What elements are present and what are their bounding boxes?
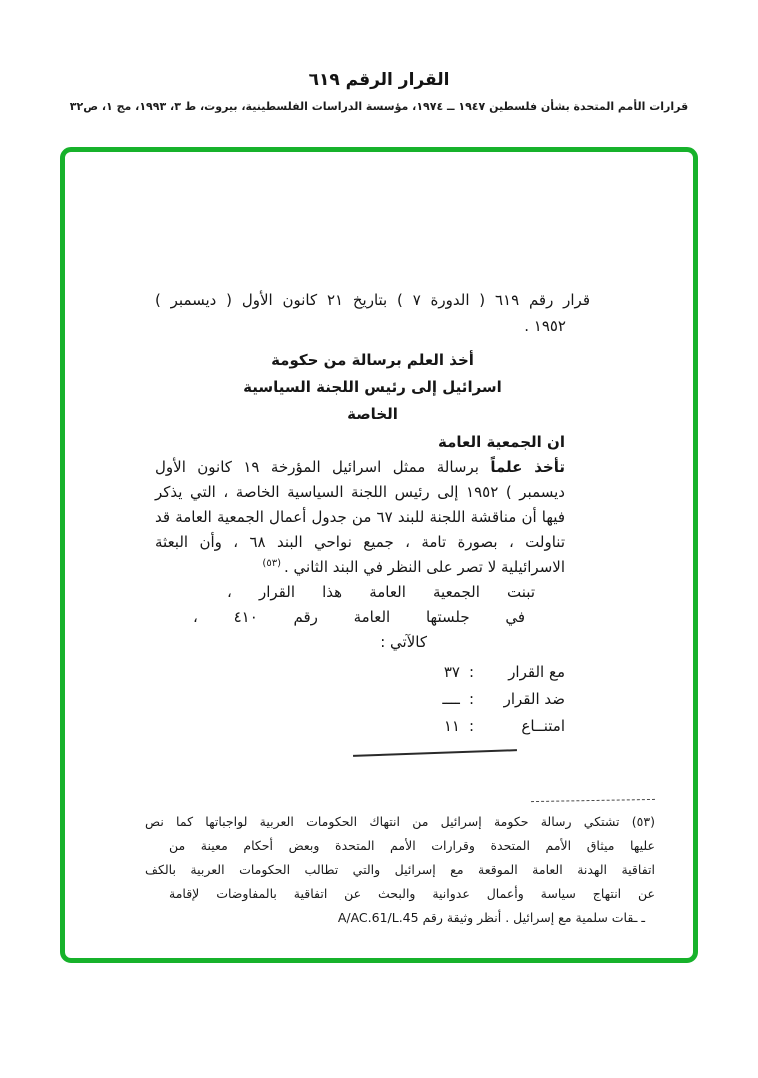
adoption-line-2: في جلستها العامة رقم ٤١٠ ،: [193, 608, 525, 626]
heading-line-1: أخذ العلم برسالة من حكومة: [271, 351, 474, 369]
intro-line-2: ١٩٥٢ .: [524, 317, 566, 335]
vote-against-label: ضد القرار: [503, 690, 565, 708]
adoption-line-1: تبنت الجمعية العامة هذا القرار ،: [227, 583, 535, 601]
body-line-2: ديسمبر ) ١٩٥٢ إلى رئيس اللجنة السياسية الخاصة ، التي يذكر: [155, 483, 565, 501]
body-line-1-rest: برسالة ممثل اسرائيل المؤرخة ١٩ كانون الأول: [155, 458, 491, 476]
footnote-separator-line: [531, 799, 655, 802]
footnote-block: [145, 800, 655, 930]
vote-colon: :: [468, 717, 474, 735]
resolution-text-column: [155, 287, 590, 754]
vote-colon: :: [468, 663, 474, 681]
footnote-line-1: (٥٣) تشتكي رسالة حكومة إسرائيل من انتهاك الحكومات العربية لواجباتها كما نص: [145, 814, 655, 829]
vote-for-value: ٣٧: [443, 663, 460, 681]
vote-for-label: مع القرار: [508, 663, 565, 681]
vote-against-value: ــــ: [442, 690, 460, 708]
vote-abstain-value: ١١: [443, 717, 460, 735]
vote-row-against: [155, 686, 565, 713]
body-line-5: [155, 555, 565, 580]
body-line-3: فيها أن مناقشة اللجنة للبند ٦٧ من جدول أعمال الجمعية العامة قد: [155, 508, 565, 526]
footnote-line-4: عن انتهاج سياسة وأعمال عدوانية والبحث عن اتفاقية بالمفاوضات لإقامة: [169, 886, 655, 901]
body-line-1: [155, 455, 565, 480]
resolution-body: [155, 430, 565, 754]
body-line-1-lead: تأخذ علماً: [490, 458, 565, 476]
vote-abstain-label: امتنــاع: [521, 717, 565, 735]
vote-results: [155, 659, 565, 740]
footnote-ref: (٥٣): [262, 558, 281, 569]
footnote-line-2: عليها ميثاق الأمم المتحدة وقرارات الأمم المتحدة وبعض أحكام معينة من: [169, 838, 655, 853]
adoption-line-3: كالآتي :: [380, 633, 427, 651]
footnote-line-5: ـ ـقات سلمية مع إسرائيل . أنظر وثيقة رقم A/AC.61/L.45: [337, 910, 645, 925]
document-frame: [60, 147, 698, 963]
footnote-line-3: اتفاقية الهدنة العامة الموقعة مع إسرائيل والتي تطالب الحكومات العربية بالكف: [145, 862, 655, 877]
vote-row-for: [155, 659, 565, 686]
intro-line-1: قرار رقم ٦١٩ ( الدورة ٧ ) بتاريخ ٢١ كانون الأول ( ديسمبر ): [155, 291, 590, 309]
heading-line-2: اسرائيل إلى رئيس اللجنة السياسية: [243, 378, 502, 396]
body-line-5-text: الاسرائيلية لا تصر على النظر في البند الثاني .: [283, 558, 565, 576]
vote-colon: :: [468, 690, 474, 708]
preamble-line: ان الجمعية العامة: [438, 433, 565, 451]
page-title: القرار الرقم ٦١٩: [308, 70, 450, 90]
vote-row-abstain: [155, 713, 565, 740]
vote-separator-line: [353, 749, 517, 757]
body-line-4: تناولت ، بصورة تامة ، جميع نواحي البند ٦٨ ، وأن البعثة: [155, 533, 565, 551]
source-citation: قرارات الأمم المتحدة بشأن فلسطين ١٩٤٧ ــ ١٩٧٤، مؤسسة الدراسات الفلسطينية، بيروت، ط ٣، ١٩٩٣، مج ١، ص٣٢: [69, 100, 689, 113]
heading-line-3: الخاصة: [347, 405, 398, 423]
resolution-heading: [155, 347, 590, 428]
